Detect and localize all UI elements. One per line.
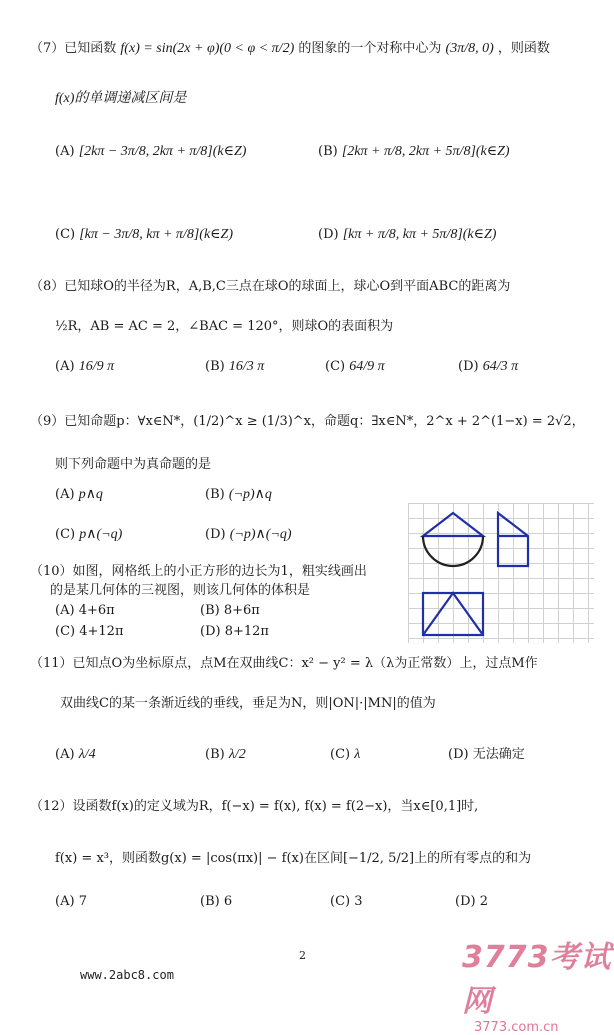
option-text: p∧(¬q)	[79, 527, 123, 542]
option-label: (A)	[55, 747, 75, 762]
q7-line2: f(x)的单调递减区间是	[55, 91, 187, 106]
option-text: λ	[354, 747, 361, 762]
q7-prefix: （7）已知函数	[30, 41, 117, 56]
option-label: (C)	[55, 227, 76, 242]
option-label: (A)	[55, 144, 75, 159]
q7-option-d	[318, 228, 496, 242]
q7-option-c	[55, 228, 233, 242]
q11-option-c	[330, 748, 360, 762]
option-text: 3	[354, 894, 363, 909]
q10-option-a	[55, 604, 115, 617]
option-text: p∧q	[78, 487, 103, 502]
three-view-figure	[408, 503, 594, 643]
q8-option-a	[55, 360, 114, 374]
q10-line1: （10）如图，网格纸上的小正方形的边长为1，粗实线画出	[30, 564, 367, 579]
side-view-shape	[498, 513, 528, 566]
option-label: (C)	[325, 359, 346, 374]
option-label: (B)	[200, 603, 220, 618]
q11-option-a	[55, 748, 96, 762]
q11-line2: 双曲线C的某一条渐近线的垂线，垂足为N，则|ON|·|MN|的值为	[60, 696, 436, 711]
q10-option-b	[200, 604, 260, 617]
option-label: (D)	[318, 227, 339, 242]
q8-line1: （8）已知球O的半径为R，A,B,C三点在球O的球面上，球心O到平面ABC的距离为	[30, 279, 511, 294]
option-label: (D)	[455, 894, 476, 909]
q9-option-d	[205, 528, 292, 542]
option-text: λ/4	[78, 747, 96, 762]
option-label: (A)	[55, 603, 75, 618]
option-text: 6	[223, 894, 233, 909]
q9-option-a	[55, 488, 103, 502]
option-label: (D)	[458, 359, 479, 374]
front-view-triangle	[423, 513, 483, 536]
q9-line2: 则下列命题中为真命题的是	[55, 457, 212, 472]
option-label: (B)	[200, 894, 220, 909]
option-text: [kπ + π/8, kπ + 5π/8](k∈Z)	[342, 227, 497, 242]
option-label: (B)	[205, 359, 225, 374]
option-label: (B)	[205, 747, 225, 762]
q10-option-d	[200, 625, 269, 638]
watermark-right-logo	[462, 932, 614, 1035]
watermark-logo-text: 3773考试网	[462, 940, 612, 1019]
q12-option-c	[330, 895, 363, 908]
q9-line1: （9）已知命题p：∀x∈N*，(1/2)^x ≥ (1/3)^x，命题q：∃x∈N*，2^x + 2^(1−x) = 2√2，	[30, 414, 585, 429]
option-text: 16/9 π	[78, 359, 115, 374]
q10-option-c	[55, 625, 123, 638]
option-text: 4+6π	[78, 603, 115, 618]
option-text: (¬p)∧(¬q)	[229, 527, 292, 542]
option-text: 64/9 π	[349, 359, 385, 374]
q7-center: (3π/8, 0)	[445, 41, 494, 56]
q12-line1: （12）设函数f(x)的定义域为R，f(−x) = f(x), f(x) = f(2−x)，当x∈[0,1]时,	[30, 799, 479, 814]
option-label: (C)	[55, 527, 76, 542]
q8-line2: ½R，AB = AC = 2，∠BAC = 120°，则球O的表面积为	[55, 319, 394, 334]
option-label: (A)	[55, 359, 75, 374]
q9-option-b	[205, 488, 272, 502]
option-text: 4+12π	[79, 624, 124, 639]
watermark-url: 3773.com.cn	[474, 1020, 559, 1035]
option-text: 7	[78, 894, 87, 909]
option-text: [2kπ − 3π/8, 2kπ + π/8](k∈Z)	[78, 144, 247, 159]
option-text: (¬p)∧q	[228, 487, 272, 502]
option-text: [2kπ + π/8, 2kπ + 5π/8](k∈Z)	[341, 144, 510, 159]
q12-option-b	[200, 895, 232, 908]
q11-option-d	[448, 748, 525, 761]
option-label: (D)	[200, 624, 221, 639]
q11-line1: （11）已知点O为坐标原点，点M在双曲线C：x² − y² = λ（λ为正常数）上，过点M作	[30, 656, 538, 671]
q8-option-b	[205, 360, 264, 374]
option-label: (C)	[330, 747, 351, 762]
q7-line1	[30, 42, 550, 56]
option-label: (A)	[55, 894, 75, 909]
top-view-square	[423, 593, 483, 635]
option-label: (D)	[448, 747, 469, 762]
q11-option-b	[205, 748, 246, 762]
option-label: (D)	[205, 527, 226, 542]
page-number: 2	[299, 949, 306, 962]
q12-line2: f(x) = x³，则函数g(x) = |cos(πx)| − f(x)在区间[−1/2, 5/2]上的所有零点的和为	[55, 851, 532, 866]
q7-function: f(x) = sin(2x + φ)(0 < φ < π/2)	[120, 41, 295, 56]
q9-option-c	[55, 528, 122, 542]
option-text: 64/3 π	[482, 359, 519, 374]
option-text: [kπ − 3π/8, kπ + π/8](k∈Z)	[79, 227, 233, 242]
q8-option-c	[325, 360, 385, 374]
option-text: 2	[479, 894, 488, 909]
option-text: 8+12π	[224, 624, 269, 639]
q12-option-d	[455, 895, 488, 908]
option-label: (A)	[55, 487, 75, 502]
q7-option-a	[55, 145, 246, 159]
option-label: (B)	[318, 144, 338, 159]
option-text: 无法确定	[472, 747, 525, 762]
q7-mid: 的图象的一个对称中心为	[298, 41, 442, 56]
q7-suffix: ，则函数	[497, 41, 550, 56]
option-label: (C)	[55, 624, 76, 639]
option-text: λ/2	[228, 747, 246, 762]
option-label: (B)	[205, 487, 225, 502]
top-view-triangle	[423, 593, 483, 635]
option-text: 16/3 π	[228, 359, 265, 374]
q8-option-d	[458, 360, 518, 374]
q10-line2: 的是某几何体的三视图，则该几何体的体积是	[50, 583, 311, 598]
front-view-semicircle	[423, 536, 483, 566]
option-text: 8+6π	[223, 603, 260, 618]
q7-option-b	[318, 145, 510, 159]
watermark-left: www.2abc8.com	[80, 968, 174, 982]
option-label: (C)	[330, 894, 351, 909]
q12-option-a	[55, 895, 87, 908]
